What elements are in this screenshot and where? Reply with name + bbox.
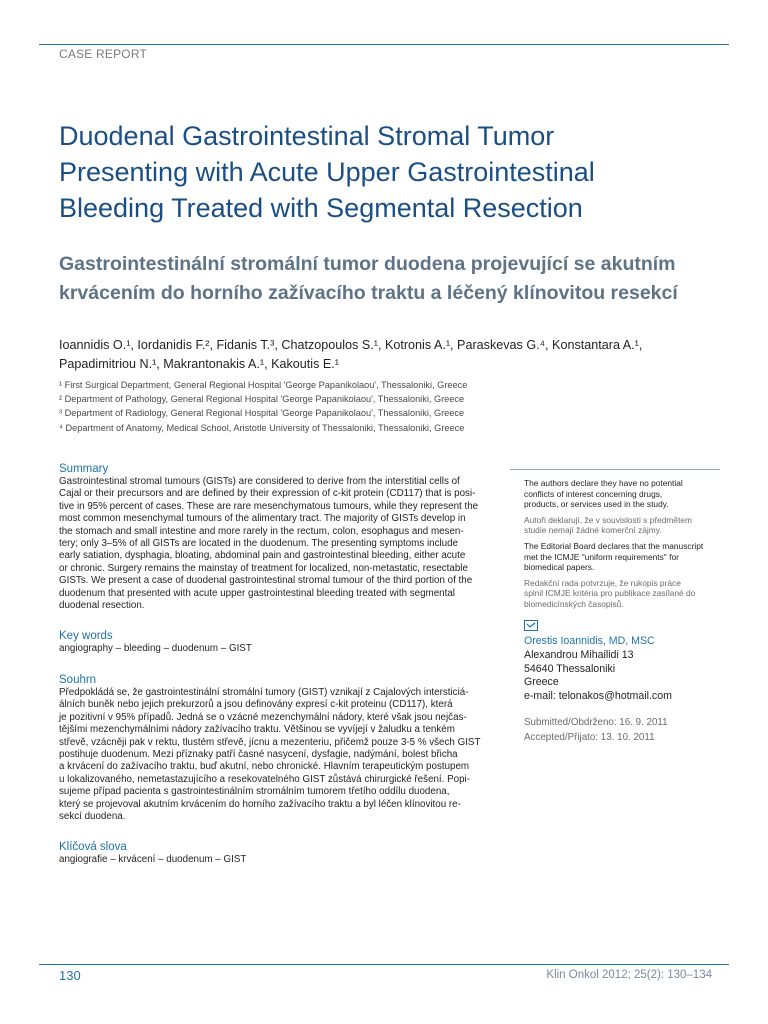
- summary-line: early satiation, dysphagia, bloating, abdominal pain and gastrointestinal bleeding, either acute: [59, 550, 466, 562]
- summary-line: or chronic. Surgery remains the mainstay of treatment for localized, non-metastatic, resectable: [59, 562, 468, 574]
- contact-name: Orestis Ioannidis, MD, MSC: [524, 635, 655, 647]
- affiliation: ¹ First Surgical Department, General Regional Hospital 'George Papanikolaou', Thessaloniki, Greece: [59, 380, 468, 390]
- submission-dates: [524, 716, 668, 745]
- souhrn-line: sujeme případ pacienta s gastrointestinálním stromálním tumorem třetího oddílu duodena,: [59, 786, 450, 798]
- summary-line: most common mesenchymal tumours of the alimentary tract. The majority of GISTs develop in: [59, 513, 466, 525]
- summary-line: the stomach and small intestine and more rarely in the rectum, colon, esophagus and mesen-: [59, 525, 464, 537]
- header-rule: [39, 44, 729, 45]
- key-words-text: angiography – bleeding – duodenum – GIST: [59, 643, 252, 655]
- conflict-en-line: products, or services used in the study.: [524, 499, 669, 510]
- conflict-en-line: The authors declare they have no potential: [524, 478, 683, 488]
- key-words-heading: Key words: [59, 630, 113, 643]
- souhrn-line: který se projevoval akutním krvácením do horního zažívacího traktu a byl léčen klínovitou re-: [59, 798, 461, 810]
- affiliation-list: [59, 378, 719, 435]
- affiliation: ² Department of Pathology, General Regional Hospital 'George Papanikolaou', Thessaloniki, Greece: [59, 394, 465, 405]
- souhrn-line: u lokalizovaného, nemetastazujícího a resekovatelného GIST zůstává chirurgické řešení. Popi-: [59, 773, 470, 785]
- affiliation: ⁴ Department of Anatomy, Medical School, Aristotle University of Thessaloniki, Thessaloniki, Greece: [59, 422, 465, 433]
- souhrn-line: sekcí duodena.: [59, 810, 126, 822]
- title-line: Bleeding Treated with Segmental Resection: [59, 193, 583, 223]
- editorial-cz-line: Redakční rada potvrzuje, že rukopis práce: [524, 577, 681, 588]
- conflict-notice: [510, 470, 720, 610]
- summary-line: duodenum that presented with acute upper gastrointestinal bleeding treated with segmental: [59, 587, 455, 599]
- klicova-slova-heading: Klíčová slova: [59, 841, 127, 854]
- sidebar-notice-box: [510, 469, 720, 610]
- contact-city: 54640 Thessaloniki: [524, 662, 616, 675]
- conflict-cz-line: Autoři deklarují, že v souvislosti s předmětem: [524, 514, 693, 525]
- article-subtitle: [59, 250, 719, 308]
- souhrn-line: a krvácení do zažívacího traktu, buď akutní, nebo chronické. Hlavním terapeutickým postupem: [59, 761, 470, 773]
- summary-line: Cajal or their precursors and are defined by their expression of c-kit protein (CD117) that is posi-: [59, 488, 476, 500]
- klicova-slova-text: angiografie – krvácení – duodenum – GIST: [59, 854, 247, 866]
- correspondence-address: [524, 635, 672, 704]
- contact-email[interactable]: e-mail: telonakos@hotmail.com: [524, 690, 672, 703]
- souhrn-heading: Souhrn: [59, 673, 97, 686]
- contact-country: Greece: [524, 676, 559, 689]
- author-line: Ioannidis O.¹, Iordanidis F.², Fidanis T.³, Chatzopoulos S.¹, Kotronis A.¹, Paraskevas G.⁴, Konstantara A.¹,: [59, 338, 643, 352]
- subtitle-line: Gastrointestinální stromální tumor duodena projevující se akutním: [59, 253, 676, 275]
- editorial-cz-line: splnil ICMJE kritéria pro publikace zasílané do: [524, 588, 696, 599]
- souhrn-line: álních buněk nebo jejich prekurzorů a jsou definovány expresí c-kit proteinu (CD117), která: [59, 699, 453, 711]
- summary-line: tery; only 3–5% of all GISTs are located in the duodenum. The presenting symptoms include: [59, 538, 458, 550]
- editorial-cz-line: biomedicínských časopisů.: [524, 598, 624, 609]
- summary-line: tive in 95% percent of cases. These are rare mesenchymatous tumours, while they represent the: [59, 500, 479, 512]
- souhrn-line: střevě, vzácněji pak v rektu, tlustém střevě, jícnu a mezenteriu, přičemž pouze 3-5 % všech GIST: [59, 736, 481, 748]
- souhrn-line: tějšími mezenchymálními nádory zažívacího traktu. Většinou se vyvíjejí v žaludku a tenkém: [59, 724, 455, 736]
- summary-line: Gastrointestinal stromal tumours (GISTs) are considered to derive from the interstitial cells of: [59, 476, 460, 487]
- title-line: Duodenal Gastrointestinal Stromal Tumor: [59, 121, 555, 151]
- editorial-en-line: met the ICMJE "uniform requirements" for: [524, 551, 679, 562]
- section-tag: CASE REPORT: [59, 47, 147, 61]
- page-number: 130: [59, 968, 81, 983]
- souhrn-text: [59, 687, 489, 823]
- conflict-en-line: conflicts of interest concerning drugs,: [524, 488, 663, 499]
- souhrn-line: postihuje duodenum. Mezi příznaky patří časné nasycení, dysfagie, nadýmání, bolest břicha: [59, 748, 458, 760]
- article-title: [59, 118, 719, 226]
- editorial-en-line: The Editorial Board declares that the manuscript: [524, 540, 704, 551]
- accepted-date: Accepted/Přijato: 13. 10. 2011: [524, 731, 655, 743]
- editorial-en-line: biomedical papers.: [524, 562, 595, 573]
- mail-icon: [524, 620, 538, 631]
- footer-rule: [39, 964, 729, 965]
- affiliation: ³ Department of Radiology, General Regional Hospital 'George Papanikolaou', Thessaloniki, Greece: [59, 408, 465, 419]
- summary-text: [59, 476, 489, 612]
- author-line: Papadimitriou N.¹, Makrantonakis A.¹, Kakoutis E.¹: [59, 357, 339, 371]
- contact-street: Alexandrou Mihailidi 13: [524, 648, 634, 661]
- journal-citation: Klin Onkol 2012; 25(2): 130–134: [546, 969, 712, 981]
- souhrn-line: Předpokládá se, že gastrointestinální stromální tumory (GIST) vznikají z Cajalových intersticiá-: [59, 686, 469, 698]
- summary-line: GISTs. We present a case of duodenal gastrointestinal stromal tumour of the third portion of the: [59, 575, 473, 587]
- subtitle-line: krvácením do horního zažívacího traktu a léčený klínovitou resekcí: [59, 282, 678, 304]
- submitted-date: Submitted/Obdrženo: 16. 9. 2011: [524, 717, 668, 728]
- abstract-column: [59, 462, 489, 867]
- author-list: [59, 336, 719, 374]
- souhrn-line: je pozitivní v 95% případů. Jedná se o vzácné mezenchymální nádory, které však jsou nejčas-: [59, 711, 467, 723]
- conflict-cz-line: studie nemají žádné komerční zájmy.: [524, 525, 662, 536]
- summary-heading: Summary: [59, 463, 109, 475]
- title-line: Presenting with Acute Upper Gastrointestinal: [59, 157, 595, 187]
- summary-line: duodenal resection.: [59, 600, 145, 612]
